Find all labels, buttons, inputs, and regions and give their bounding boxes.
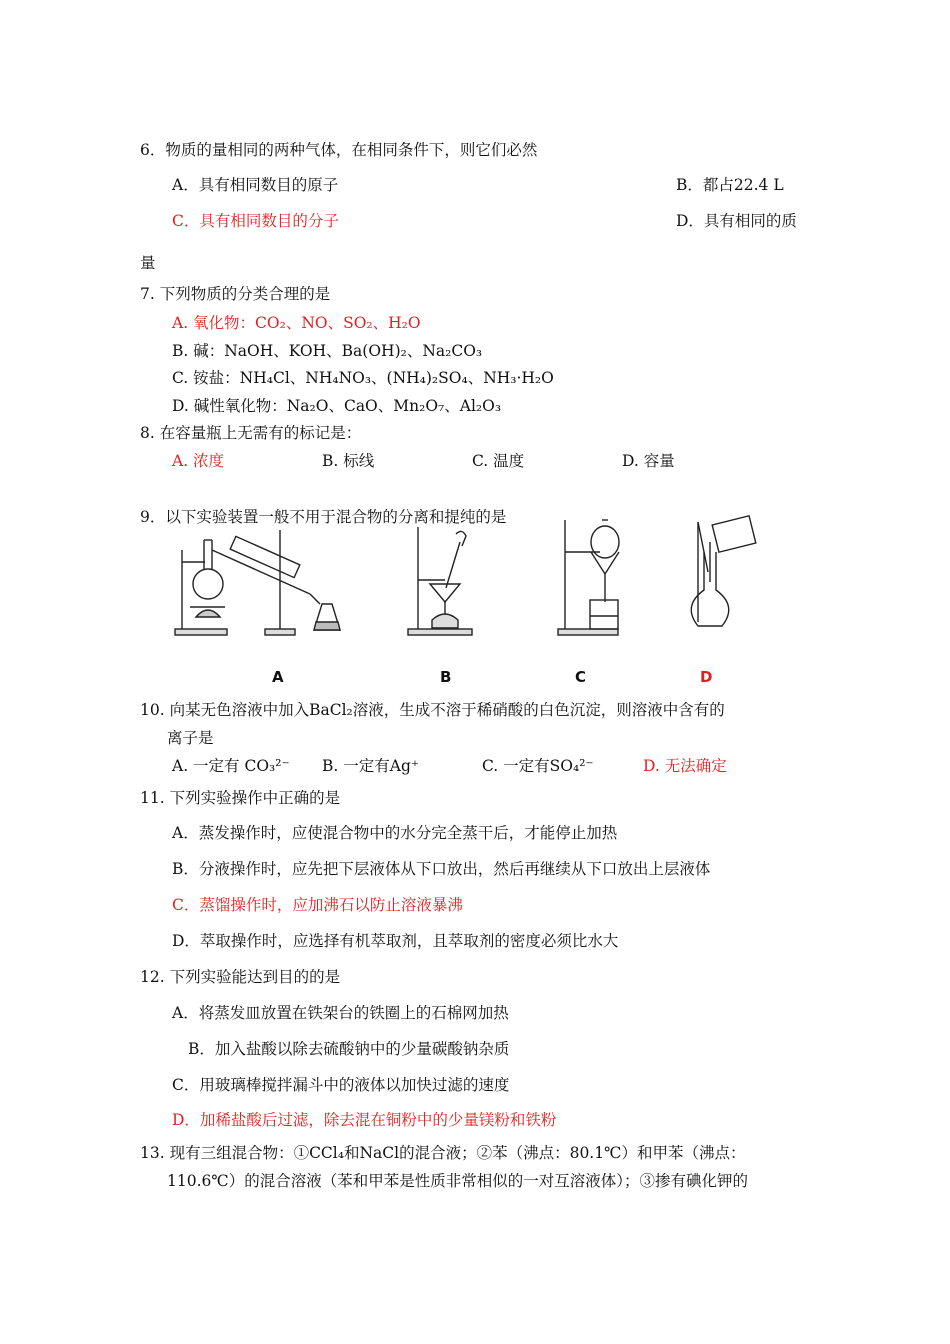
q13-stem: 13. 现有三组混合物：①CCl₄和NaCl的混合液；②苯（沸点：80.1℃）和甲苯（沸点：	[140, 1144, 746, 1162]
q8-stem: 8. 在容量瓶上无需有的标记是：	[140, 424, 362, 442]
q11-option-a: A．蒸发操作时，应使混合物中的水分完全蒸干后，才能停止加热	[172, 824, 618, 842]
q6-option-a: A．具有相同数目的原子	[172, 176, 339, 194]
q7-stem: 7. 下列物质的分类合理的是	[140, 285, 331, 303]
q11-stem: 11. 下列实验操作中正确的是	[140, 789, 341, 807]
q10-option-d: D. 无法确定	[643, 757, 727, 775]
q7-option-a: A. 氧化物：CO₂、NO、SO₂、H₂O	[172, 314, 421, 332]
q11-option-c: C．蒸馏操作时，应加沸石以防止溶液暴沸	[172, 896, 463, 914]
q6-option-c: C．具有相同数目的分子	[172, 212, 339, 230]
volumetric-flask-icon	[691, 516, 756, 626]
q8-option-b: B. 标线	[322, 452, 375, 470]
q8-option-d: D. 容量	[622, 452, 675, 470]
q6-option-d: D．具有相同的质	[676, 212, 797, 230]
q11-option-d: D．萃取操作时，应选择有机萃取剂，且萃取剂的密度必须比水大	[172, 932, 619, 950]
q9-label-b: B	[440, 668, 452, 686]
q6-option-d-cont: 量	[140, 254, 156, 272]
q6-stem: 6．物质的量相同的两种气体，在相同条件下，则它们必然	[140, 141, 538, 159]
q11-option-b: B．分液操作时，应先把下层液体从下口放出，然后再继续从下口放出上层液体	[172, 860, 711, 878]
distillation-apparatus-icon	[175, 530, 340, 635]
q12-option-a: A．将蒸发皿放置在铁架台的铁圈上的石棉网加热	[172, 1004, 509, 1022]
q8-option-a: A. 浓度	[172, 452, 225, 470]
q12-option-b: B．加入盐酸以除去硫酸钠中的少量碳酸钠杂质	[188, 1040, 510, 1058]
lab-apparatus-figure	[170, 512, 770, 652]
q10-option-a: A. 一定有 CO₃²⁻	[172, 757, 290, 775]
q8-option-c: C. 温度	[472, 452, 525, 470]
filtration-apparatus-icon	[408, 527, 472, 635]
q12-option-c: C．用玻璃棒搅拌漏斗中的液体以加快过滤的速度	[172, 1076, 510, 1094]
q12-option-d: D．加稀盐酸后过滤，除去混在铜粉中的少量镁粉和铁粉	[172, 1111, 557, 1129]
q10-option-c: C. 一定有SO₄²⁻	[482, 757, 594, 775]
separatory-funnel-icon	[558, 520, 619, 635]
q9-label-c: C	[575, 668, 587, 686]
q10-option-b: B. 一定有Ag⁺	[322, 757, 420, 775]
q9-label-a: A	[272, 668, 284, 686]
q7-option-b: B. 碱：NaOH、KOH、Ba(OH)₂、Na₂CO₃	[172, 342, 483, 360]
q10-stem-cont: 离子是	[167, 729, 214, 747]
q7-option-d: D. 碱性氧化物：Na₂O、CaO、Mn₂O₇、Al₂O₃	[172, 397, 502, 415]
q7-option-c: C. 铵盐：NH₄Cl、NH₄NO₃、(NH₄)₂SO₄、NH₃·H₂O	[172, 369, 554, 387]
q13-stem-cont: 110.6℃）的混合溶液（苯和甲苯是性质非常相似的一对互溶液体）；③掺有碘化钾的	[167, 1172, 748, 1190]
q12-stem: 12. 下列实验能达到目的的是	[140, 968, 341, 986]
q10-stem: 10. 向某无色溶液中加入BaCl₂溶液，生成不溶于稀硝酸的白色沉淀，则溶液中含有的	[140, 701, 725, 719]
q9-label-d: D	[700, 668, 713, 686]
q6-option-b: B．都占22.4 L	[676, 176, 784, 194]
q9-stem: 9．以下实验装置一般不用于混合物的分离和提纯的是	[140, 508, 507, 526]
